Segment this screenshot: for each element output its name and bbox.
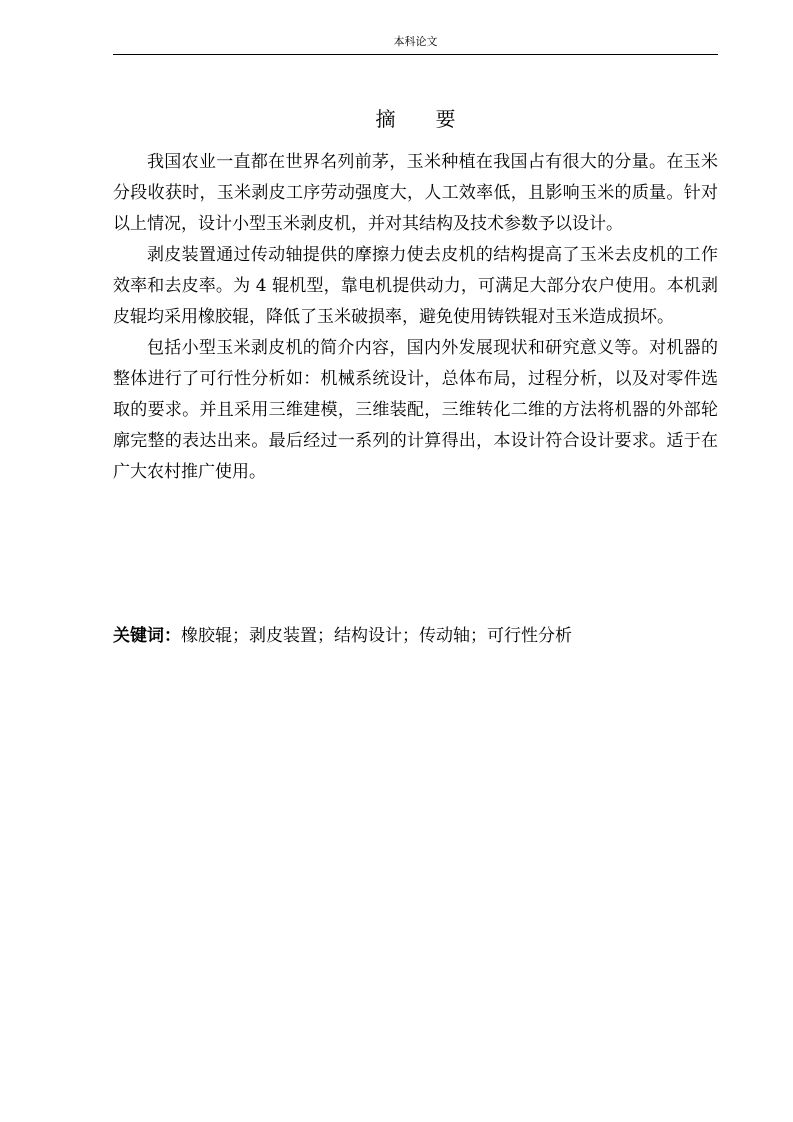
keywords-text: 橡胶辊；剥皮装置；结构设计；传动轴；可行性分析 <box>181 626 572 646</box>
header-divider <box>113 54 718 55</box>
keywords-label: 关键词： <box>113 626 181 646</box>
abstract-title-char-2: 要 <box>435 107 456 131</box>
abstract-paragraph-1: 我国农业一直都在世界名列前茅，玉米种植在我国占有很大的分量。在玉米分段收获时，玉米剥皮工序劳动强度大，人工效率低，且影响玉米的质量。针对以上情况，设计小型玉米剥皮机，并对其结构及技术参数予以设计。 <box>113 152 718 234</box>
keywords-line <box>113 622 718 650</box>
abstract-title-char-1: 摘 <box>375 107 396 131</box>
running-header: 本科论文 <box>393 35 438 48</box>
abstract-paragraph-2: 剥皮装置通过传动轴提供的摩擦力使去皮机的结构提高了玉米去皮机的工作效率和去皮率。为 4 辊机型，靠电机提供动力，可满足大部分农户使用。本机剥皮辊均采用橡胶辊，降低了玉米破损率，避免使用铸铁辊对玉米造成损坏。 <box>113 245 718 327</box>
abstract-paragraph-3: 包括小型玉米剥皮机的简介内容，国内外发展现状和研究意义等。对机器的整体进行了可行性分析如：机械系统设计，总体布局，过程分析，以及对零件选取的要求。并且采用三维建模，三维装配，三维转化二维的方法将机器的外部轮廓完整的表达出来。最后经过一系列的计算得出，本设计符合设计要求。适于在广大农村推广使用。 <box>113 338 718 482</box>
abstract-title <box>113 104 718 134</box>
abstract-body <box>113 147 718 488</box>
